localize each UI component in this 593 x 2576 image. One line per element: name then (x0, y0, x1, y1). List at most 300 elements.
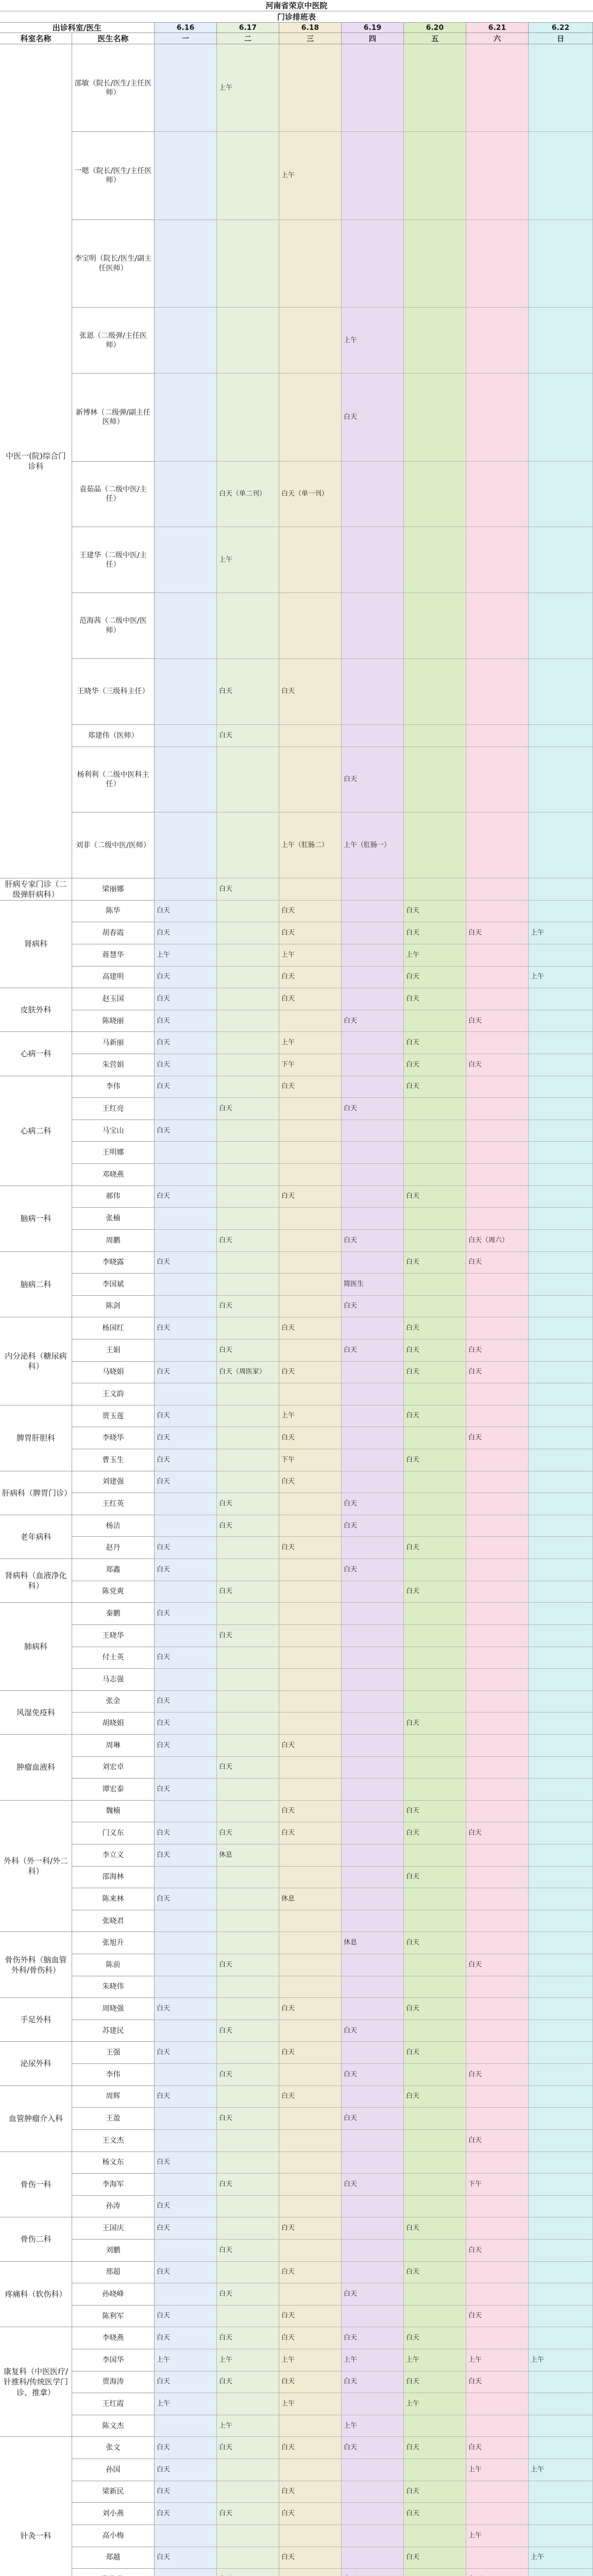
schedule-cell (404, 2547, 466, 2569)
shift-label: 白天 (406, 2092, 420, 2100)
schedule-cell (342, 2306, 404, 2328)
schedule-cell (342, 2108, 404, 2130)
shift-label: 白天（单二刊） (219, 489, 266, 498)
schedule-cell (466, 2064, 529, 2086)
schedule-cell (279, 1647, 342, 1669)
shift-label: 白天 (468, 2312, 482, 2320)
schedule-cell (404, 1340, 466, 1362)
schedule-cell (342, 944, 404, 967)
department-name: 肝病专家门诊（二级弹肝病科） (0, 878, 72, 901)
shift-label: 白天 (157, 2202, 171, 2210)
schedule-cell (529, 1669, 593, 1691)
doctor-name: 王强 (72, 2042, 155, 2064)
schedule-cell (217, 2349, 279, 2371)
shift-label: 白天 (406, 1412, 420, 1420)
schedule-cell (466, 1120, 529, 1142)
schedule-cell (155, 1976, 217, 1998)
schedule-cell (279, 1844, 342, 1867)
schedule-cell (279, 1757, 342, 1779)
shift-label: 休息 (281, 1894, 295, 1903)
schedule-cell (279, 1208, 342, 1230)
schedule-cell (155, 1757, 217, 1779)
schedule-cell (466, 220, 529, 308)
department-name: 手足外科 (0, 1998, 72, 2042)
schedule-cell (342, 1405, 404, 1428)
shift-label: 白天 (468, 1368, 482, 1376)
doctor-name: 胡春霞 (72, 922, 155, 944)
schedule-cell (404, 1559, 466, 1581)
shift-label: 白天 (219, 885, 233, 893)
schedule-cell (529, 2349, 593, 2371)
schedule-cell (466, 2371, 529, 2394)
schedule-cell (217, 1735, 279, 1757)
schedule-cell (404, 944, 466, 967)
schedule-cell (217, 1844, 279, 1867)
shift-label: 上午 (531, 2553, 545, 2562)
schedule-cell (155, 2459, 217, 2481)
schedule-cell (217, 1822, 279, 1844)
shift-label: 白天 (219, 1521, 233, 1530)
schedule-cell (342, 1888, 404, 1910)
schedule-cell (529, 1493, 593, 1515)
schedule-cell (342, 2569, 404, 2576)
schedule-cell (279, 2042, 342, 2064)
schedule-cell (342, 1844, 404, 1867)
schedule-cell (342, 1735, 404, 1757)
schedule-cell (404, 1954, 466, 1976)
doctor-name: 孙晓峰 (72, 2283, 155, 2306)
schedule-cell (155, 878, 217, 901)
department-name: 脑病二科 (0, 1252, 72, 1318)
doctor-name: 王晓华 (72, 1625, 155, 1647)
schedule-cell (529, 44, 593, 132)
schedule-cell (217, 1932, 279, 1954)
schedule-cell (155, 1032, 217, 1054)
department-name: 风湿免疫科 (0, 1691, 72, 1735)
shift-label: 白天 (281, 1829, 295, 1837)
shift-label: 白天 (219, 1631, 233, 1639)
schedule-cell (342, 1757, 404, 1779)
schedule-cell (404, 2130, 466, 2152)
doctor-name: 刘菲（二级中医/医师） (72, 812, 155, 878)
schedule-cell (217, 2086, 279, 2108)
doctor-name: 杨洁 (72, 1515, 155, 1537)
schedule-cell (155, 1515, 217, 1537)
shift-label: 白天 (219, 1587, 233, 1596)
schedule-cell (342, 1098, 404, 1120)
doctor-name: 李海军 (72, 2174, 155, 2196)
schedule-cell (529, 812, 593, 878)
schedule-cell (342, 462, 404, 528)
schedule-cell (529, 2064, 593, 2086)
shift-label: 白天 (281, 2553, 295, 2562)
shift-label: 白天 (344, 2444, 358, 2452)
schedule-cell (279, 374, 342, 461)
schedule-cell (342, 2459, 404, 2481)
schedule-cell (217, 1142, 279, 1164)
header-dept-group: 出诊科室/医生 (0, 23, 155, 33)
schedule-cell (217, 527, 279, 593)
doctor-name: 周晓强 (72, 1998, 155, 2020)
schedule-cell (217, 1098, 279, 1120)
schedule-cell (404, 1186, 466, 1208)
shift-label: 白天 (281, 1544, 295, 1552)
schedule-cell (404, 1515, 466, 1537)
schedule-cell (342, 132, 404, 219)
doctor-name: 郑鑫 (72, 1559, 155, 1581)
doctor-name: 李国华 (72, 2349, 155, 2371)
schedule-cell (404, 2020, 466, 2042)
shift-label: 白天 (219, 1499, 233, 1507)
doctor-name: 王建华（二级中医/主任） (72, 527, 155, 593)
shift-label: 白天 (406, 1455, 420, 1464)
schedule-cell (155, 1296, 217, 1318)
shift-label: 下午 (281, 1060, 295, 1069)
schedule-cell (279, 2503, 342, 2525)
shift-label: 白天 (219, 1104, 233, 1112)
schedule-cell (217, 1559, 279, 1581)
schedule-cell (404, 1383, 466, 1405)
schedule-cell (217, 944, 279, 967)
schedule-cell (466, 1713, 529, 1735)
schedule-cell (466, 1252, 529, 1274)
shift-label: 下午 (468, 2180, 482, 2188)
schedule-cell (529, 1581, 593, 1603)
schedule-cell (217, 725, 279, 747)
schedule-cell (155, 2108, 217, 2130)
schedule-cell (404, 922, 466, 944)
schedule-cell (404, 1976, 466, 1998)
schedule-cell (279, 1098, 342, 1120)
schedule-cell (529, 1515, 593, 1537)
shift-label: 上午 (281, 1039, 295, 1047)
schedule-cell (529, 1691, 593, 1713)
shift-label: 白天 (281, 973, 295, 981)
schedule-cell (217, 374, 279, 461)
schedule-cell (404, 1142, 466, 1164)
shift-label: 白天 (468, 1434, 482, 1442)
schedule-cell (217, 967, 279, 989)
schedule-cell (155, 132, 217, 219)
schedule-cell (217, 1669, 279, 1691)
schedule-cell (466, 132, 529, 219)
shift-label: 白天 (157, 2487, 171, 2496)
schedule-cell (466, 44, 529, 132)
shift-label: 白天 (157, 2092, 171, 2100)
schedule-cell (342, 1252, 404, 1274)
schedule-cell (217, 1383, 279, 1405)
schedule-cell (279, 1405, 342, 1428)
schedule-cell (217, 1317, 279, 1340)
schedule-cell (342, 2415, 404, 2437)
schedule-cell (155, 2415, 217, 2437)
schedule-cell (404, 2371, 466, 2394)
schedule-cell (342, 1932, 404, 1954)
schedule-cell (529, 2108, 593, 2130)
schedule-cell (404, 2086, 466, 2108)
schedule-cell (529, 2283, 593, 2306)
shift-label: 白天 (468, 1829, 482, 1837)
doctor-name: 杨利利（二级中医科主任） (72, 747, 155, 813)
schedule-cell (279, 308, 342, 374)
schedule-cell (155, 527, 217, 593)
schedule-cell (466, 1471, 529, 1494)
schedule-cell (466, 593, 529, 659)
schedule-cell (404, 44, 466, 132)
shift-label: 白天 (219, 2114, 233, 2122)
shift-label: 白天 (157, 1565, 171, 1573)
schedule-cell (529, 462, 593, 528)
schedule-cell (466, 1317, 529, 1340)
schedule-cell (466, 1910, 529, 1933)
schedule-cell (155, 1735, 217, 1757)
schedule-cell (342, 2503, 404, 2525)
schedule-cell (155, 1932, 217, 1954)
schedule-cell (529, 2262, 593, 2284)
shift-label: 白天 (468, 2070, 482, 2078)
schedule-cell (404, 1844, 466, 1867)
schedule-cell (217, 2327, 279, 2349)
schedule-cell (529, 1757, 593, 1779)
schedule-cell (279, 1296, 342, 1318)
schedule-cell (342, 901, 404, 923)
schedule-cell (279, 462, 342, 528)
schedule-cell (155, 2481, 217, 2503)
shift-label: 白天 (219, 2444, 233, 2452)
schedule-cell (466, 1603, 529, 1625)
schedule-cell (342, 1010, 404, 1032)
shift-label: 上午 (281, 172, 295, 180)
schedule-cell (529, 2481, 593, 2503)
schedule-cell (279, 2262, 342, 2284)
schedule-cell (404, 1120, 466, 1142)
schedule-cell (529, 1910, 593, 1933)
shift-label: 白天 (406, 929, 420, 937)
schedule-cell (466, 2481, 529, 2503)
shift-label: 白天 (281, 2509, 295, 2517)
schedule-cell (404, 1867, 466, 1889)
schedule-cell (279, 2240, 342, 2262)
schedule-cell (155, 1844, 217, 1867)
schedule-cell (529, 1120, 593, 1142)
schedule-cell (217, 1691, 279, 1713)
doctor-name: 张恩（二级弹/主任医师） (72, 308, 155, 374)
schedule-cell (279, 1559, 342, 1581)
schedule-cell (529, 1340, 593, 1362)
schedule-cell (466, 1054, 529, 1076)
doctor-name: 周鹏 (72, 1230, 155, 1252)
doctor-name: 陈文杰 (72, 2415, 155, 2437)
department-name: 骨伤二科 (0, 2217, 72, 2261)
schedule-cell (279, 1142, 342, 1164)
schedule-cell (466, 1559, 529, 1581)
schedule-cell (404, 1735, 466, 1757)
shift-label: 白天 (468, 1060, 482, 1069)
schedule-cell (342, 988, 404, 1010)
shift-label: 白天 (157, 2048, 171, 2057)
schedule-cell (155, 1405, 217, 1428)
schedule-cell (404, 1010, 466, 1032)
schedule-cell (404, 1471, 466, 1494)
schedule-cell (155, 1647, 217, 1669)
schedule-cell (155, 308, 217, 374)
schedule-cell (279, 1603, 342, 1625)
schedule-cell (529, 1888, 593, 1910)
schedule-cell (217, 1867, 279, 1889)
schedule-cell (466, 1362, 529, 1384)
schedule-cell (279, 1976, 342, 1998)
schedule-cell (404, 988, 466, 1010)
schedule-cell (279, 2152, 342, 2174)
shift-label: 白天 (344, 1016, 358, 1025)
shift-label: 白天 (281, 907, 295, 915)
header-date: 6.21 (466, 23, 529, 33)
shift-label: 白天（周医家） (219, 1368, 266, 1376)
schedule-cell (217, 2503, 279, 2525)
schedule-cell (466, 2086, 529, 2108)
schedule-cell (342, 2196, 404, 2218)
schedule-cell (342, 220, 404, 308)
doctor-name: 马志强 (72, 1669, 155, 1691)
schedule-cell (155, 2306, 217, 2328)
schedule-cell (529, 1186, 593, 1208)
schedule-cell (217, 1340, 279, 1362)
schedule-cell (279, 1230, 342, 1252)
schedule-cell (404, 374, 466, 461)
schedule-cell (279, 2108, 342, 2130)
doctor-name: 杨国红 (72, 1317, 155, 1340)
doctor-name: 王红英 (72, 1493, 155, 1515)
schedule-cell (155, 2393, 217, 2415)
schedule-cell (404, 812, 466, 878)
schedule-cell (217, 2217, 279, 2240)
schedule-cell (342, 593, 404, 659)
schedule-cell (342, 1362, 404, 1384)
schedule-cell (404, 1801, 466, 1823)
schedule-cell (342, 2240, 404, 2262)
shift-label: 白天 (281, 2378, 295, 2386)
schedule-cell (279, 1340, 342, 1362)
schedule-cell (466, 1888, 529, 1910)
schedule-cell (342, 1296, 404, 1318)
schedule-cell (155, 747, 217, 813)
schedule-cell (217, 2130, 279, 2152)
schedule-cell (404, 308, 466, 374)
shift-label: 白天 (281, 2487, 295, 2496)
shift-label: 上午 (219, 2421, 233, 2430)
schedule-cell (404, 725, 466, 747)
schedule-cell (529, 1449, 593, 1471)
schedule-cell (404, 967, 466, 989)
schedule-cell (155, 922, 217, 944)
doctor-name: 陈来林 (72, 1888, 155, 1910)
schedule-cell (529, 2525, 593, 2547)
schedule-cell (342, 2064, 404, 2086)
schedule-cell (342, 1976, 404, 1998)
schedule-cell (342, 2349, 404, 2371)
schedule-cell (279, 2459, 342, 2481)
schedule-cell (466, 2327, 529, 2349)
shift-label: 白天 (344, 2180, 358, 2188)
header-date: 6.18 (279, 23, 342, 33)
schedule-cell (404, 593, 466, 659)
shift-label: 白天 (344, 1565, 358, 1573)
schedule-cell (529, 1098, 593, 1120)
shift-label: 白天 (157, 1368, 171, 1376)
schedule-cell (466, 1932, 529, 1954)
doctor-name: 马新丽 (72, 1032, 155, 1054)
schedule-cell (342, 2174, 404, 2196)
schedule-cell (279, 2217, 342, 2240)
shift-label: 白天 (344, 1302, 358, 1310)
shift-label: 白天 (157, 1016, 171, 1025)
schedule-cell (529, 2240, 593, 2262)
schedule-cell (279, 2547, 342, 2569)
shift-label: 白天 (406, 1719, 420, 1727)
schedule-cell (404, 1757, 466, 1779)
schedule-cell (404, 1647, 466, 1669)
shift-label: 白天 (219, 2070, 233, 2078)
shift-label: 白天 (406, 1587, 420, 1596)
shift-label: 白天 (344, 413, 358, 421)
doctor-name: 孙国 (72, 2459, 155, 2481)
schedule-cell (217, 1976, 279, 1998)
schedule-cell (342, 1340, 404, 1362)
schedule-cell (529, 1164, 593, 1186)
schedule-cell (529, 2459, 593, 2481)
schedule-cell (466, 1142, 529, 1164)
schedule-cell (342, 1669, 404, 1691)
shift-label: 白天 (281, 2048, 295, 2057)
doctor-name: 赵玉国 (72, 988, 155, 1010)
schedule-cell (529, 988, 593, 1010)
schedule-cell (279, 593, 342, 659)
shift-label: 白天 (281, 2004, 295, 2012)
shift-label: 白天 (468, 1960, 482, 1969)
schedule-cell (155, 1888, 217, 1910)
shift-label: 上午 (344, 2421, 358, 2430)
shift-label: 白天 (406, 2224, 420, 2232)
schedule-cell (279, 1274, 342, 1296)
schedule-cell (529, 2371, 593, 2394)
schedule-cell (155, 1340, 217, 1362)
schedule-cell (217, 1274, 279, 1296)
schedule-cell (529, 1603, 593, 1625)
schedule-cell (342, 2327, 404, 2349)
schedule-cell (529, 1647, 593, 1669)
schedule-cell (404, 2503, 466, 2525)
shift-label: 白天 (157, 1785, 171, 1793)
schedule-cell (466, 2108, 529, 2130)
schedule-cell (466, 2503, 529, 2525)
schedule-cell (404, 1625, 466, 1647)
department-name: 老年病科 (0, 1515, 72, 1559)
doctor-name: 袁茹晶（二级中医/主任） (72, 462, 155, 528)
department-name: 针灸一科 (0, 2437, 72, 2576)
shift-label: 白天 (344, 2334, 358, 2342)
doctor-name: 一嗯（院长/医生/主任医师） (72, 132, 155, 219)
doctor-name: 刘宏卓 (72, 1757, 155, 1779)
schedule-cell (279, 2481, 342, 2503)
department-name: 肺病科 (0, 1603, 72, 1690)
schedule-cell (466, 659, 529, 725)
schedule-cell (342, 1954, 404, 1976)
schedule-cell (466, 1493, 529, 1515)
header-weekday: 五 (404, 33, 466, 44)
shift-label: 白天 (406, 1258, 420, 1266)
schedule-cell (342, 1427, 404, 1449)
shift-label: 白天 (157, 2268, 171, 2276)
